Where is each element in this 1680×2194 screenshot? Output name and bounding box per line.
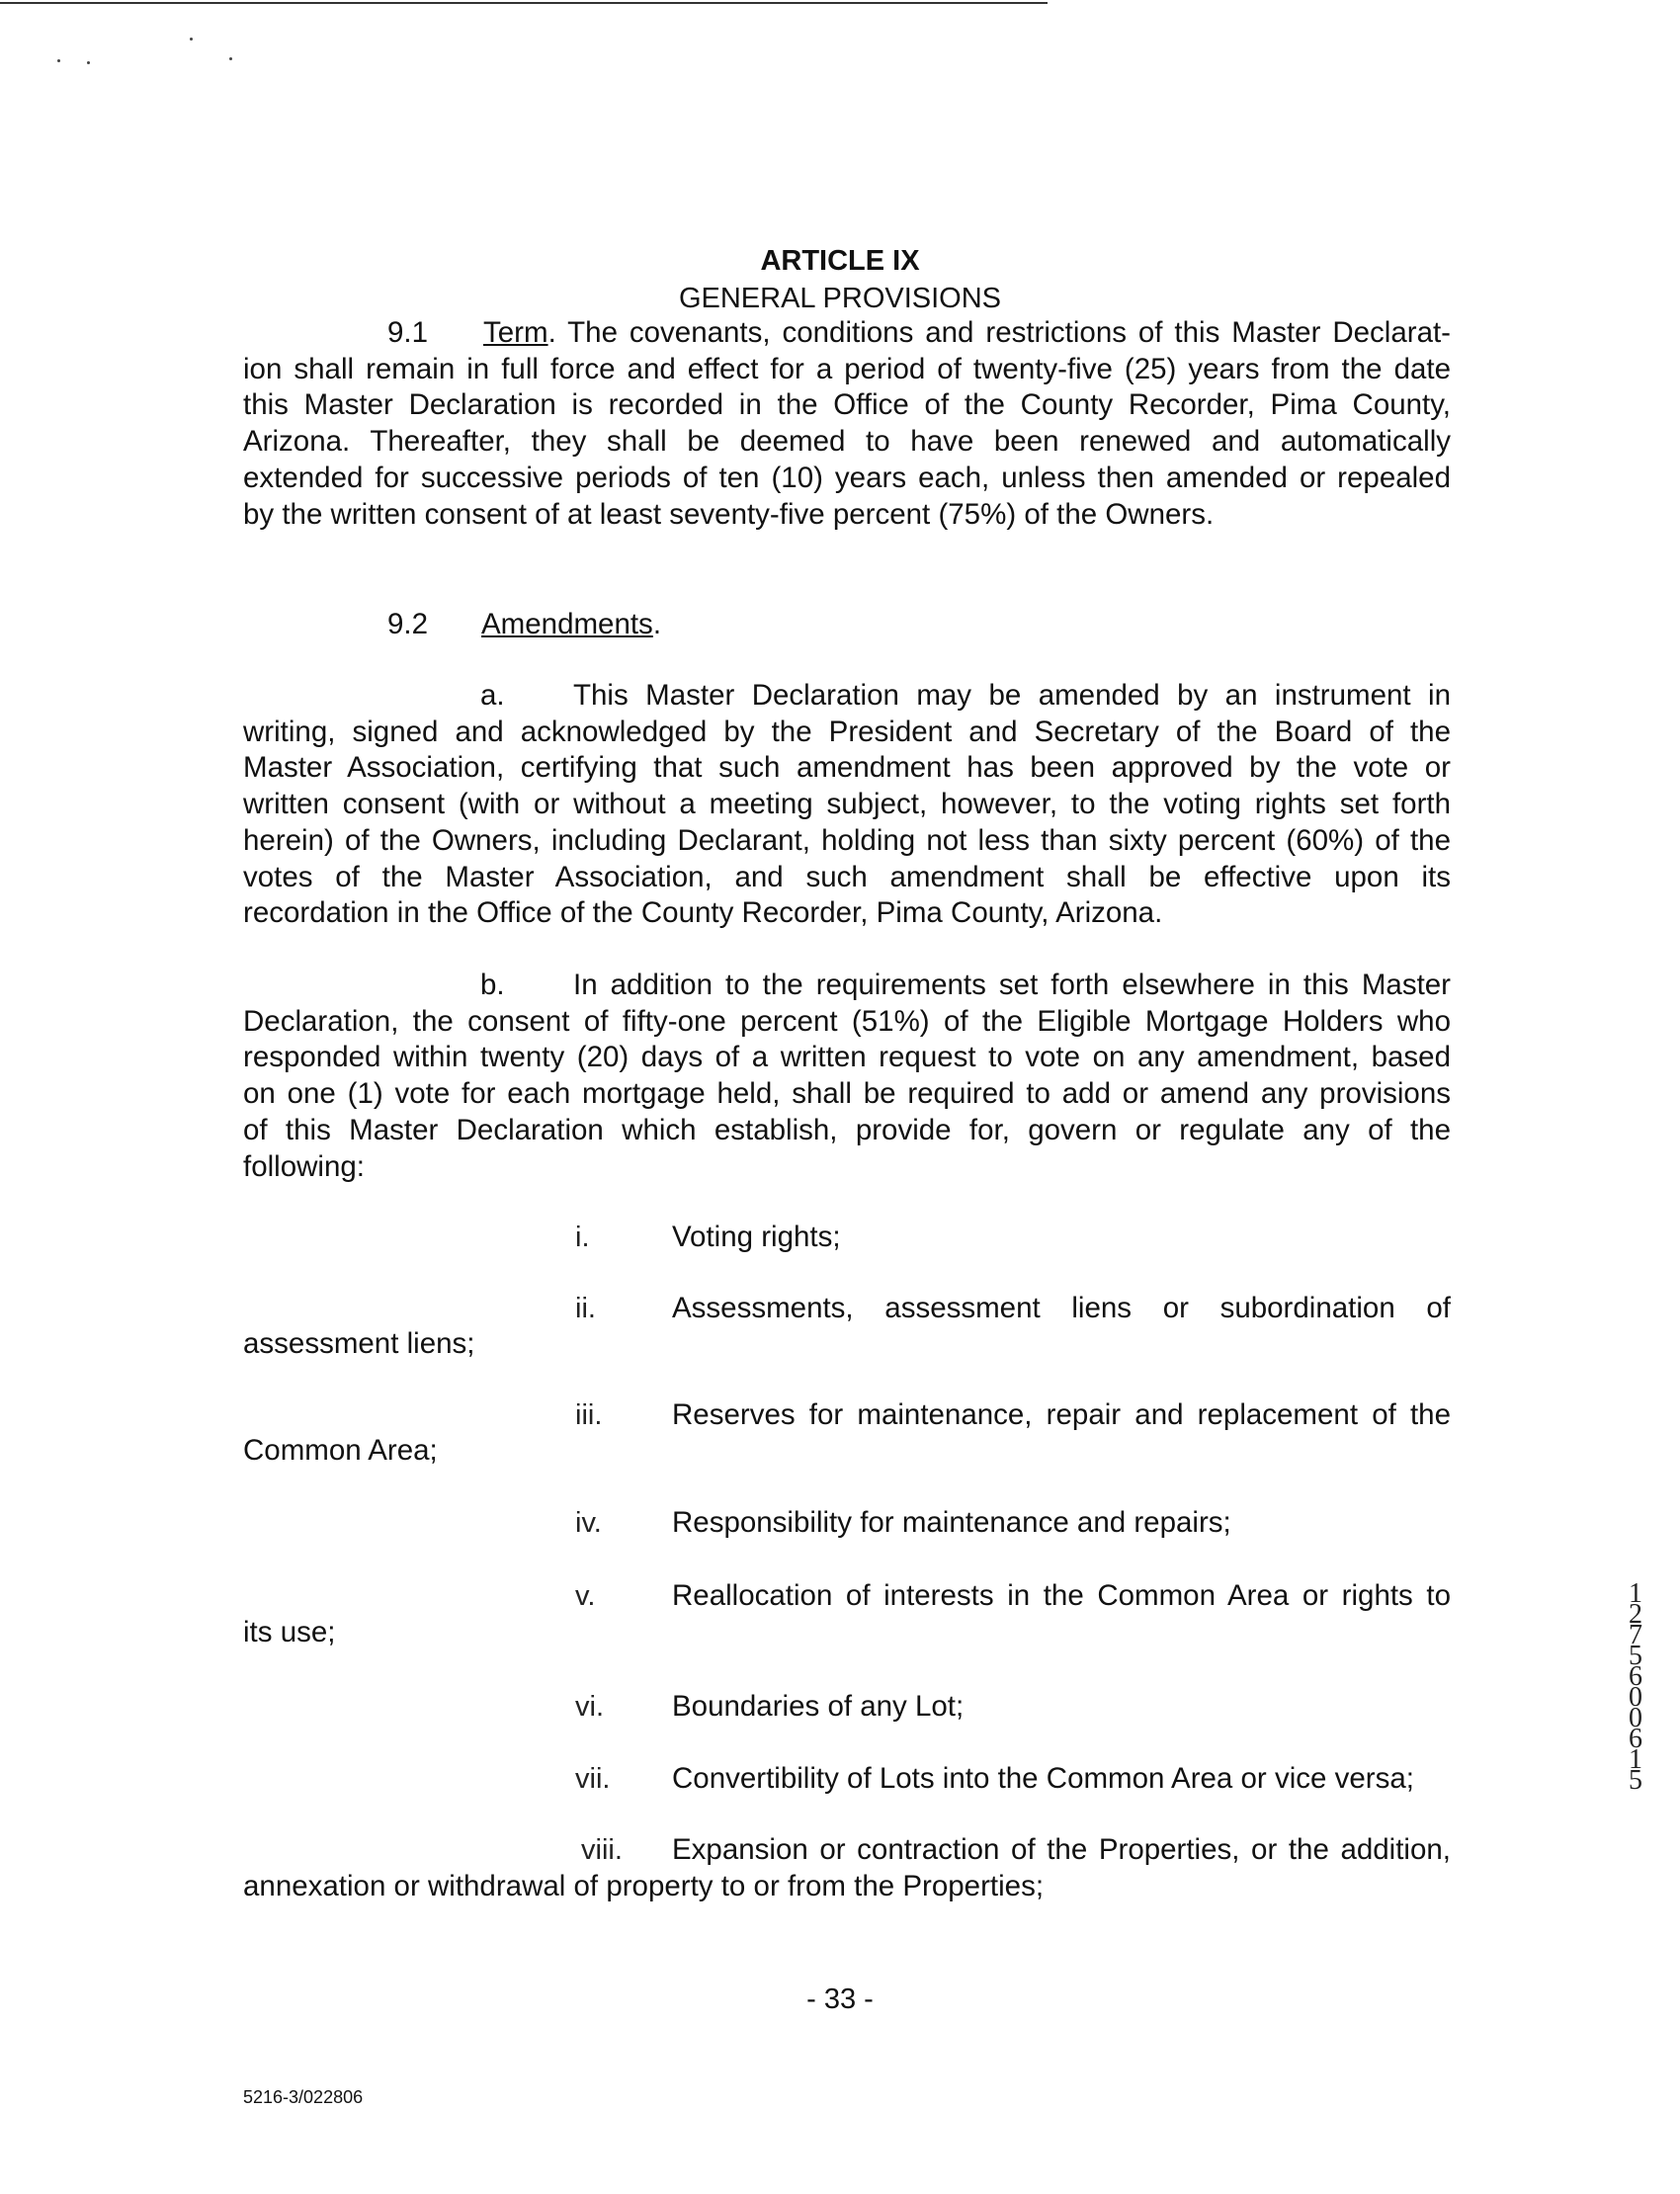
subsection-line: herein) of the Owners, including Declarant, holding not less than sixty percent (60%) of the xyxy=(243,823,1451,857)
item-number: vii. xyxy=(575,1763,611,1795)
item-number: ii. xyxy=(575,1293,596,1324)
page-number: - 33 - xyxy=(806,1983,874,2015)
scan-border-line xyxy=(0,2,1048,4)
section-heading-suffix: . xyxy=(652,608,662,640)
item-continuation: assessment liens; xyxy=(243,1327,475,1360)
section-heading: Amendments xyxy=(481,608,653,640)
subsection-line: of this Master Declaration which establish, provide for, govern or regulate any of the xyxy=(243,1113,1451,1146)
section-heading: Term xyxy=(483,316,548,349)
section-line: . The covenants, conditions and restrictions of this Master Declarat- xyxy=(547,316,1451,349)
subsection-line: following: xyxy=(243,1149,365,1183)
subsection-label: a. xyxy=(480,679,505,712)
subsection-line: responded within twenty (20) days of a written request to vote on any amendment, based xyxy=(243,1041,1451,1074)
subsection-line: recordation in the Office of the County Recorder, Pima County, Arizona. xyxy=(243,896,1163,930)
subsection-line: votes of the Master Association, and such amendment shall be effective upon its xyxy=(243,860,1451,893)
item-number: i. xyxy=(575,1222,590,1253)
subsection-line: Master Association, certifying that such amendment has been approved by the vote or xyxy=(243,751,1451,785)
article-subtitle: GENERAL PROVISIONS xyxy=(678,283,1002,314)
scan-speck xyxy=(229,57,232,60)
item-continuation: Common Area; xyxy=(243,1434,438,1467)
subsection-b xyxy=(243,968,1451,1185)
section-9-1 xyxy=(243,315,1451,533)
recording-stamp xyxy=(1623,1578,1648,1796)
subsection-line: Declaration, the consent of fifty-one percent (51%) of the Eligible Mortgage Holders who xyxy=(243,1004,1451,1038)
section-line: this Master Declaration is recorded in the Office of the County Recorder, Pima County, xyxy=(243,388,1451,422)
subsection-line: This Master Declaration may be amended by an instrument in xyxy=(573,679,1451,712)
section-line: ion shall remain in full force and effect for a period of twenty-five (25) years from the date xyxy=(243,352,1451,385)
recording-stamp-text: 12756 00615 xyxy=(1629,1578,1642,1796)
article-title: ARTICLE IX xyxy=(760,245,920,277)
item-number: viii. xyxy=(581,1834,623,1866)
scan-speck xyxy=(57,59,60,62)
subsection-line: writing, signed and acknowledged by the President and Secretary of the Board of the xyxy=(243,715,1451,748)
item-text: Reallocation of interests in the Common Area or rights to xyxy=(672,1579,1451,1612)
item-number: vi. xyxy=(575,1691,604,1723)
subsection-line: In addition to the requirements set forth elsewhere in this Master xyxy=(573,969,1451,1001)
document-code: 5216-3/022806 xyxy=(243,2087,364,2107)
item-text: Voting rights; xyxy=(672,1221,841,1253)
item-text: Convertibility of Lots into the Common Area or vice versa; xyxy=(672,1762,1414,1795)
section-line: Arizona. Thereafter, they shall be deemed to have been renewed and automatically xyxy=(243,425,1451,459)
subsection-a xyxy=(243,678,1451,932)
item-text: Boundaries of any Lot; xyxy=(672,1690,965,1723)
item-number: iv. xyxy=(575,1507,602,1539)
scan-speck xyxy=(87,61,90,64)
section-line: by the written consent of at least seventy-five percent (75%) of the Owners. xyxy=(243,497,1215,531)
section-9-2 xyxy=(387,607,661,642)
subsection-line: written consent (with or without a meeting subject, however, to the voting rights set forth xyxy=(243,788,1451,821)
subsection-line: on one (1) vote for each mortgage held, shall be required to add or amend any provisions xyxy=(243,1077,1451,1111)
item-text: Reserves for maintenance, repair and replacement of the xyxy=(672,1398,1451,1431)
section-number: 9.2 xyxy=(387,608,429,640)
subsection-label: b. xyxy=(480,969,505,1001)
section-line: extended for successive periods of ten (10) years each, unless then amended or repealed xyxy=(243,461,1451,494)
item-text: Expansion or contraction of the Properties, or the addition, xyxy=(672,1833,1451,1866)
item-continuation: annexation or withdrawal of property to or from the Properties; xyxy=(243,1870,1045,1902)
item-continuation: its use; xyxy=(243,1616,336,1648)
item-text: Assessments, assessment liens or subordination of xyxy=(672,1292,1451,1324)
item-number: v. xyxy=(575,1580,596,1612)
section-number: 9.1 xyxy=(387,316,429,349)
scan-speck xyxy=(190,38,193,41)
item-number: iii. xyxy=(575,1399,603,1431)
item-text: Responsibility for maintenance and repairs; xyxy=(672,1506,1231,1539)
